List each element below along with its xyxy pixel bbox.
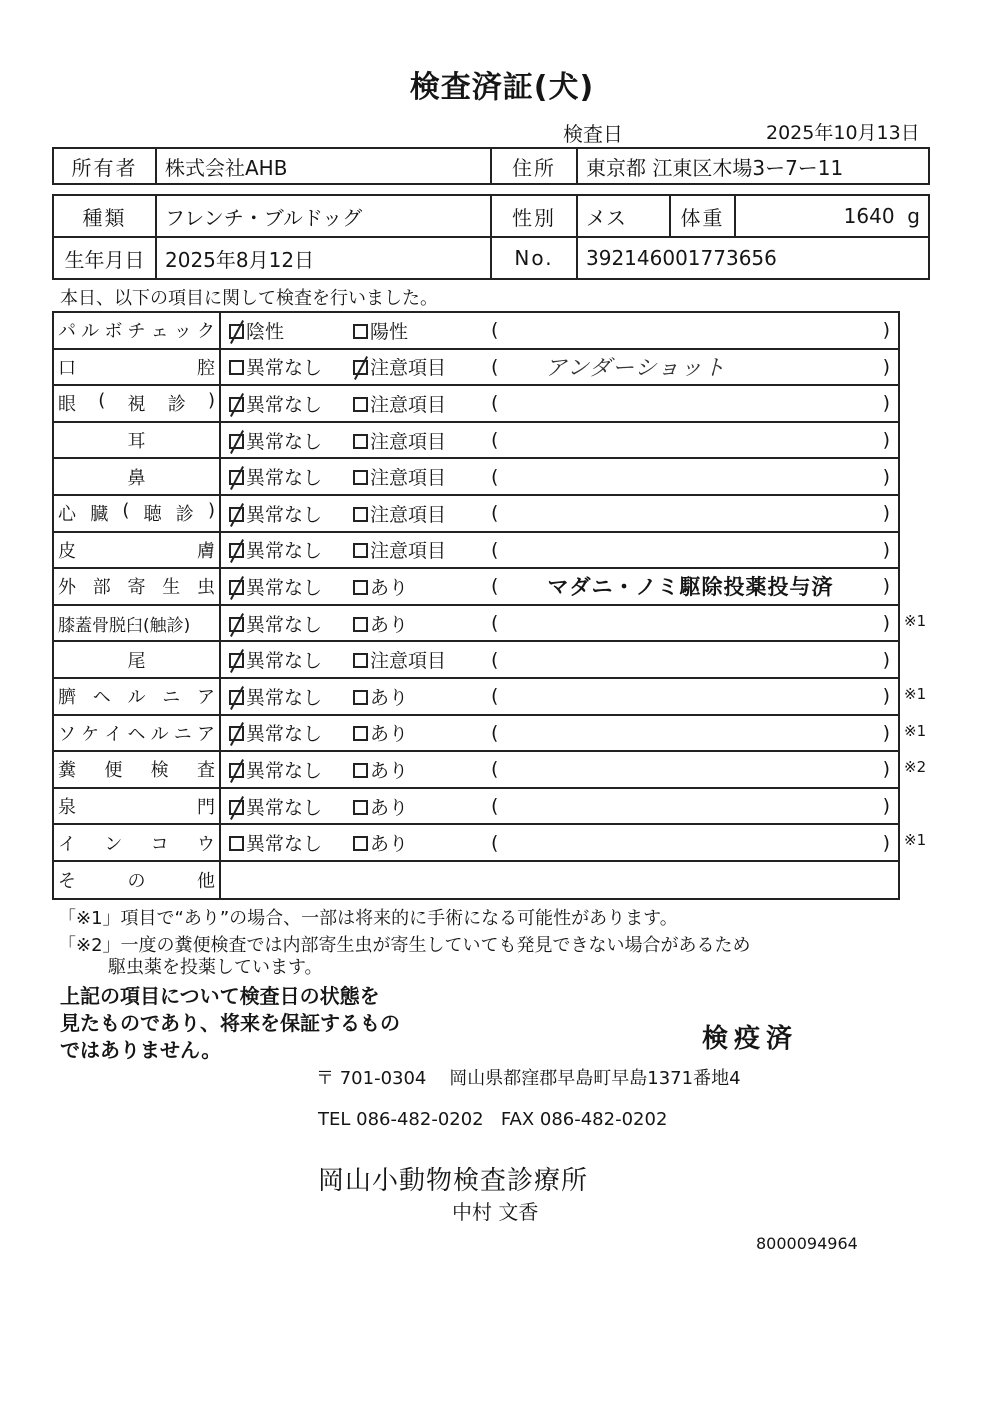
close-paren: ) [882, 502, 890, 525]
item-label [58, 647, 215, 673]
checkbox-icon[interactable] [353, 324, 368, 339]
option-label: あり [370, 576, 409, 599]
option-label: 注意項目 [370, 503, 447, 526]
result-option[interactable] [221, 610, 353, 637]
item-label-char: パ [58, 321, 76, 343]
item-label-char: ウ [196, 833, 215, 855]
item-label [58, 793, 215, 819]
exam-row [53, 605, 899, 642]
exam-item-label [53, 312, 220, 349]
exam-row [53, 422, 899, 459]
item-label-char: 心 [58, 504, 76, 526]
result-option[interactable] [353, 573, 491, 600]
item-label [58, 573, 215, 599]
postal-code: 〒 701-0304 [316, 1068, 427, 1089]
checked-box-icon[interactable] [229, 470, 244, 485]
exam-item-label [53, 349, 220, 386]
checkbox-icon[interactable] [353, 690, 368, 705]
exam-row [53, 568, 899, 605]
checked-box-icon[interactable] [353, 360, 368, 375]
item-label-char: ソ [58, 723, 76, 745]
item-label-char: ア [196, 723, 215, 745]
exam-result [220, 458, 899, 495]
item-label-char: ッ [173, 321, 192, 343]
item-label-char: 検 [150, 760, 169, 782]
owner-label: 所有者 [53, 148, 156, 184]
result-option[interactable] [221, 317, 353, 344]
checked-box-icon[interactable] [229, 434, 244, 449]
option-label: 注意項目 [370, 467, 447, 490]
open-paren: ( [491, 355, 499, 378]
exam-date-value: 2025年10月13日 [766, 122, 920, 144]
option-label: 異常なし [246, 467, 323, 490]
exam-row [53, 532, 899, 569]
result-option[interactable] [353, 683, 491, 710]
close-paren: ) [882, 831, 890, 854]
item-label-char: 虫 [197, 577, 215, 599]
open-paren: ( [491, 831, 499, 854]
option-label: 異常なし [246, 759, 323, 782]
weight-value: 1640 [843, 204, 895, 228]
item-label-char: 部 [92, 577, 111, 599]
item-label-char: ケ [81, 723, 100, 745]
exam-item-label [53, 385, 220, 422]
exam-date-label: 検査日 [563, 122, 623, 146]
option-label: 異常なし [246, 430, 323, 453]
close-paren: ) [882, 795, 890, 818]
item-label [58, 683, 215, 709]
item-label-char: 外 [58, 577, 76, 599]
animal-table [52, 194, 930, 280]
item-label-char: ル [81, 321, 100, 343]
option-label: 注意項目 [370, 650, 447, 673]
option-label: 注意項目 [370, 357, 447, 380]
exam-row [53, 678, 899, 715]
other-label [58, 867, 215, 893]
option-label: 異常なし [246, 833, 323, 856]
exam-result [220, 495, 899, 532]
result-option[interactable] [353, 829, 491, 856]
footnote-mark: ※1 [904, 611, 927, 630]
result-option[interactable] [353, 536, 491, 563]
item-label: 膝蓋骨脱臼(触診) [58, 615, 191, 636]
birth-label: 生年月日 [53, 237, 156, 279]
checked-box-icon[interactable] [229, 324, 244, 339]
footnote-2-cont: 駆虫薬を投薬しています。 [108, 957, 323, 978]
exam-result [220, 678, 899, 715]
result-option[interactable] [353, 719, 491, 746]
contact-line [318, 1109, 667, 1130]
item-label [58, 500, 215, 526]
address-label: 住所 [491, 148, 577, 184]
item-label-char: チ [127, 321, 146, 343]
serial-number: 8000094964 [756, 1234, 858, 1253]
close-paren: ) [882, 758, 890, 781]
weight-unit: g [907, 204, 920, 228]
close-paren: ) [882, 429, 890, 452]
close-paren: ) [882, 685, 890, 708]
result-option[interactable] [353, 353, 491, 380]
option-label: 注意項目 [370, 540, 447, 563]
sex-label: 性別 [491, 195, 577, 237]
open-paren: ( [491, 758, 499, 781]
result-option[interactable] [221, 427, 353, 454]
owner-table [52, 147, 930, 185]
item-label-char: ヘ [92, 687, 111, 709]
exam-item-label [53, 788, 220, 825]
item-label-char: の [127, 870, 146, 892]
close-paren: ) [882, 575, 890, 598]
other-label-cell [53, 861, 220, 899]
exam-result [220, 824, 899, 861]
footnote-mark: ※1 [904, 721, 927, 740]
checkbox-icon[interactable] [353, 470, 368, 485]
remark-text: アンダーショット [544, 356, 727, 382]
exam-row [53, 458, 899, 495]
item-label-char: ン [104, 833, 123, 855]
item-label-char: 寄 [127, 577, 146, 599]
item-label [58, 317, 215, 343]
item-label-char: ) [207, 500, 215, 522]
open-paren: ( [491, 685, 499, 708]
item-label [58, 720, 215, 746]
number-label: No. [491, 237, 577, 279]
exam-result [220, 532, 899, 569]
exam-row [53, 349, 899, 386]
exam-item-label [53, 605, 220, 642]
checked-box-icon[interactable] [229, 653, 244, 668]
item-label-text: 鼻 [127, 467, 146, 489]
item-label-char: 便 [104, 760, 123, 782]
exam-result [220, 422, 899, 459]
item-label-char: ニ [162, 687, 181, 709]
checked-box-icon[interactable] [229, 397, 244, 412]
close-paren: ) [882, 721, 890, 744]
exam-item-label [53, 678, 220, 715]
item-label-char: 糞 [58, 760, 76, 782]
open-paren: ( [491, 721, 499, 744]
option-label: あり [370, 686, 409, 709]
option-label: 異常なし [246, 723, 323, 746]
open-paren: ( [491, 502, 499, 525]
option-label: 異常なし [246, 650, 323, 673]
checked-box-icon[interactable] [229, 543, 244, 558]
exam-result [220, 312, 899, 349]
item-label-char: 診 [175, 504, 194, 526]
result-option[interactable] [221, 719, 353, 746]
checked-box-icon[interactable] [229, 507, 244, 522]
item-label [58, 464, 215, 490]
result-option[interactable] [221, 573, 353, 600]
open-paren: ( [491, 795, 499, 818]
open-paren: ( [491, 319, 499, 342]
option-label: 陰性 [246, 320, 285, 343]
checkbox-icon[interactable] [353, 763, 368, 778]
fax-number: FAX 086-482-0202 [500, 1109, 668, 1130]
footnote-mark: ※1 [904, 831, 927, 850]
close-paren: ) [882, 355, 890, 378]
result-option[interactable] [221, 353, 353, 380]
open-paren: ( [491, 538, 499, 561]
exam-row [53, 751, 899, 788]
option-label: 異常なし [246, 576, 323, 599]
checkbox-icon[interactable] [353, 800, 368, 815]
item-label-char: 他 [197, 870, 215, 892]
close-paren: ) [882, 648, 890, 671]
item-label-text: 耳 [127, 431, 146, 453]
footnote-mark: ※2 [904, 758, 927, 777]
item-label-char: 臍 [58, 687, 76, 709]
document-title: 検査済証(犬) [409, 70, 595, 105]
close-paren: ) [882, 392, 890, 415]
checkbox-icon[interactable] [353, 397, 368, 412]
result-option[interactable] [221, 463, 353, 490]
result-option[interactable] [353, 793, 491, 820]
item-label-char: ク [196, 321, 215, 343]
checkbox-icon[interactable] [353, 836, 368, 851]
item-label-char: ル [127, 687, 146, 709]
exam-item-label [53, 715, 220, 752]
result-option[interactable] [221, 500, 353, 527]
option-label: あり [370, 613, 409, 636]
checkbox-icon[interactable] [229, 360, 244, 375]
result-option[interactable] [353, 646, 491, 673]
checkbox-icon[interactable] [353, 434, 368, 449]
item-label [58, 390, 215, 416]
item-label [58, 756, 215, 782]
option-label: 異常なし [246, 540, 323, 563]
result-option[interactable] [221, 536, 353, 563]
checkbox-icon[interactable] [353, 726, 368, 741]
quarantine-stamp: 検疫済 [702, 1024, 799, 1054]
street-address: 岡山県都窪郡早島町早島1371番地4 [449, 1068, 741, 1089]
item-label-char: ( [122, 500, 130, 522]
open-paren: ( [491, 465, 499, 488]
option-label: あり [370, 796, 409, 819]
item-label-char: ェ [150, 321, 169, 343]
item-label-char: 皮 [58, 540, 76, 562]
close-paren: ) [882, 465, 890, 488]
breed-value: フレンチ・ブルドッグ [156, 195, 491, 237]
exam-result [220, 788, 899, 825]
option-label: 異常なし [246, 686, 323, 709]
footnote-1: 「※1」項目で“あり”の場合、一部は将来的に手術になる可能性があります。 [58, 908, 678, 929]
exam-item-label [53, 495, 220, 532]
item-label-char: イ [58, 833, 76, 855]
option-label: 異常なし [246, 357, 323, 380]
exam-result [220, 349, 899, 386]
item-label [58, 354, 215, 380]
intro-text: 本日、以下の項目に関して検査を行いました。 [60, 288, 438, 309]
item-label [58, 830, 215, 856]
exam-result [220, 385, 899, 422]
exam-item-label [53, 568, 220, 605]
item-label-char: 泉 [58, 797, 76, 819]
exam-item-label [53, 824, 220, 861]
sex-value: メス [577, 195, 670, 237]
open-paren: ( [491, 392, 499, 415]
item-label [58, 427, 215, 453]
exam-row [53, 788, 899, 825]
option-label: 異常なし [246, 393, 323, 416]
number-value: 392146001773656 [577, 237, 929, 279]
exam-row [53, 495, 899, 532]
exam-result [220, 715, 899, 752]
item-label-char: 聴 [143, 504, 162, 526]
result-option[interactable] [221, 829, 353, 856]
close-paren: ) [882, 319, 890, 342]
item-label-char: そ [58, 870, 76, 892]
result-option[interactable] [221, 390, 353, 417]
exam-item-label [53, 641, 220, 678]
item-label-char: 膚 [197, 540, 215, 562]
item-label-char: ア [197, 687, 215, 709]
open-paren: ( [491, 612, 499, 635]
clinic-address [316, 1064, 741, 1090]
breed-label: 種類 [53, 195, 156, 237]
checkbox-icon[interactable] [353, 507, 368, 522]
item-label-char: ニ [173, 723, 192, 745]
owner-value: 株式会社AHB [156, 148, 491, 184]
checkbox-icon[interactable] [353, 653, 368, 668]
weight-label: 体重 [670, 195, 735, 237]
result-option[interactable] [353, 317, 491, 344]
remark-text: マダニ・ノミ駆除投薬投与済 [547, 575, 834, 600]
checked-box-icon[interactable] [229, 690, 244, 705]
result-option[interactable] [353, 390, 491, 417]
item-label-char: 査 [196, 760, 215, 782]
other-value [220, 861, 899, 899]
vet-name: 中村 文香 [452, 1200, 539, 1224]
option-label: 注意項目 [370, 430, 447, 453]
exam-row [53, 385, 899, 422]
option-label: 注意項目 [370, 393, 447, 416]
item-label-char: ル [150, 723, 169, 745]
result-option[interactable] [221, 646, 353, 673]
checkbox-icon[interactable] [353, 617, 368, 632]
result-option[interactable] [221, 793, 353, 820]
result-option[interactable] [353, 610, 491, 637]
option-label: あり [370, 759, 409, 782]
result-option[interactable] [353, 463, 491, 490]
item-label-char: 臓 [90, 504, 109, 526]
item-label-char: 門 [197, 797, 215, 819]
result-option[interactable] [221, 683, 353, 710]
footnote-2: 「※2」一度の糞便検査では内部寄生虫が寄生していても発見できない場合があるため [58, 935, 751, 956]
option-label: 異常なし [246, 503, 323, 526]
tel-number: TEL 086-482-0202 [318, 1109, 484, 1130]
statement-text: 上記の項目について検査日の状態を 見たものであり、将来を保証するもの ではありません。 [60, 984, 400, 1062]
open-paren: ( [491, 575, 499, 598]
option-label: 陽性 [370, 320, 409, 343]
exam-result [220, 751, 899, 788]
footnote-mark: ※1 [904, 685, 927, 703]
open-paren: ( [491, 648, 499, 671]
option-label: あり [370, 723, 409, 746]
checkbox-icon[interactable] [353, 580, 368, 595]
item-label-char: ボ [104, 321, 123, 343]
address-value: 東京都 江東区木場3ー7ー11 [577, 148, 929, 184]
checked-box-icon[interactable] [229, 617, 244, 632]
result-option[interactable] [353, 756, 491, 783]
option-label: あり [370, 833, 409, 856]
exam-result [220, 605, 899, 642]
option-label: 異常なし [246, 613, 323, 636]
item-label-char: イ [104, 723, 123, 745]
exam-result [220, 641, 899, 678]
exam-row [53, 312, 899, 349]
item-label-char: ヘ [127, 723, 146, 745]
item-label-text: 尾 [127, 650, 146, 672]
birth-value: 2025年8月12日 [156, 237, 491, 279]
checked-box-icon[interactable] [229, 726, 244, 741]
item-label-char: 口 [58, 357, 76, 379]
item-label-char: 生 [162, 577, 181, 599]
exam-table [52, 311, 900, 900]
checked-box-icon[interactable] [229, 580, 244, 595]
clinic-name: 岡山小動物検査診療所 [318, 1166, 589, 1196]
item-label-char: 腔 [197, 357, 215, 379]
item-label [58, 537, 215, 563]
item-label-char: コ [150, 833, 169, 855]
close-paren: ) [882, 538, 890, 561]
exam-result [220, 568, 899, 605]
exam-row [53, 641, 899, 678]
weight-cell [735, 195, 929, 237]
result-option[interactable] [353, 500, 491, 527]
item-label-char: 視 [127, 394, 146, 416]
exam-item-label [53, 422, 220, 459]
result-option[interactable] [353, 427, 491, 454]
item-label-char: 診 [167, 394, 186, 416]
checked-box-icon[interactable] [229, 763, 244, 778]
exam-row [53, 715, 899, 752]
checkbox-icon[interactable] [353, 543, 368, 558]
option-label: 異常なし [246, 796, 323, 819]
item-label-char: ) [207, 390, 215, 412]
exam-item-label [53, 532, 220, 569]
open-paren: ( [491, 429, 499, 452]
checked-box-icon[interactable] [229, 800, 244, 815]
exam-row [53, 824, 899, 861]
close-paren: ) [882, 612, 890, 635]
exam-item-label [53, 751, 220, 788]
result-option[interactable] [221, 756, 353, 783]
exam-item-label [53, 458, 220, 495]
item-label-char: 眼 [58, 394, 76, 416]
checkbox-icon[interactable] [229, 836, 244, 851]
item-label-char: ( [98, 390, 106, 412]
